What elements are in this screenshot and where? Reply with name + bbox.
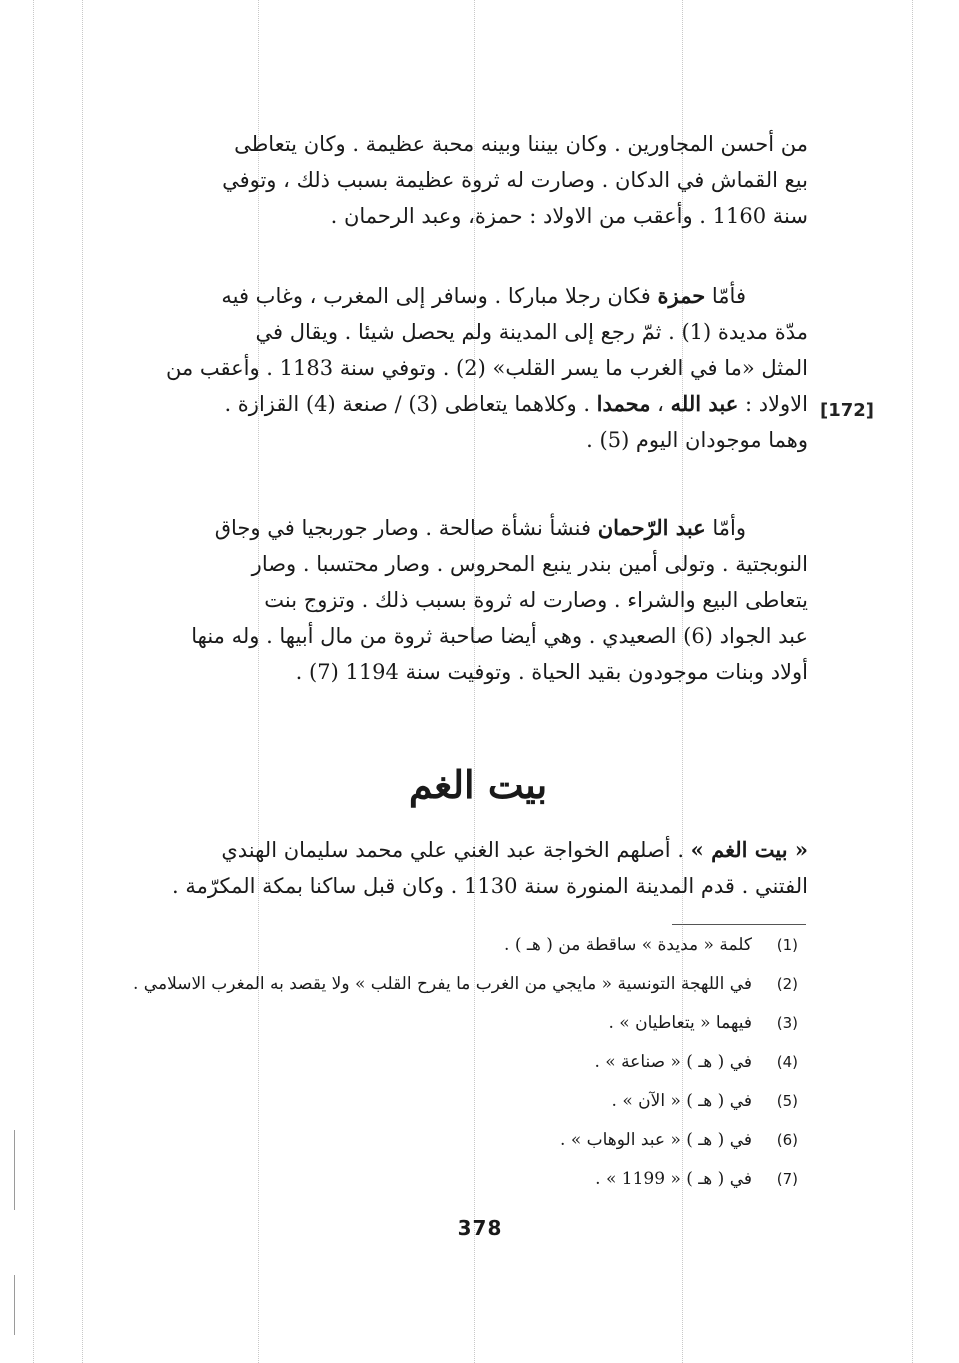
footnote-number: (2) — [776, 975, 798, 993]
paragraph-1 — [118, 126, 808, 234]
text-fragment: ، — [650, 392, 671, 416]
footnote-text: في اللهجة التونسية « مايجي من الغرب ما يفرح القلب » ولا يقصد به المغرب الاسلامي . — [132, 974, 752, 994]
text-fragment: فنشأ نشأة صالحة . وصار جوربجيا في وجاق — [214, 516, 598, 540]
footnote-number: (6) — [776, 1131, 798, 1149]
text-line: سنة 1160 . وأعقب من الاولاد : حمزة، وعبد الرحمان . — [330, 204, 808, 228]
text-line: بيع القماش في الدكان . وصارت له ثروة عظيمة بسبب ذلك ، وتوفي — [222, 168, 808, 192]
footnote-text: كلمة « مديدة » ساقطة من ( هـ ) . — [504, 935, 752, 955]
footnote-2 — [130, 969, 798, 1000]
person-name-hamza: حمزة — [657, 283, 706, 308]
lead-word: وأمّا — [712, 516, 746, 540]
text-fragment: الاولاد : — [738, 392, 808, 416]
footnote-text: في ( هـ ) « عبد الوهاب » . — [560, 1130, 752, 1150]
lead-word: فأمّا — [711, 284, 746, 308]
text-line: المثل «ما في الغرب ما يسر القلب» (2) . وتوفي سنة 1183 . وأعقب من — [165, 356, 808, 380]
text-line: وهما موجودان اليوم (5) . — [586, 428, 808, 452]
footnote-number: (1) — [776, 936, 798, 954]
paragraph-2 — [118, 278, 808, 458]
text-line: أولاد وبنات موجودون بقيد الحياة . وتوفيت سنة 1194 (7) . — [295, 660, 808, 684]
text-line: من أحسن المجاورين . وكان بيننا وبينه محبة عظيمة . وكان يتعاطى — [234, 132, 808, 156]
scan-guide-line — [82, 0, 83, 1363]
text-fragment: . وكلاهما يتعاطى (3) / صنعة (4) القزازة . — [224, 392, 597, 416]
footnote-1 — [130, 930, 798, 961]
footnote-text: في ( هـ ) « صناعة » . — [594, 1052, 752, 1072]
scan-edge-mark — [14, 1130, 15, 1210]
paragraph-3 — [118, 510, 808, 690]
scan-guide-line — [33, 0, 34, 1363]
text-line — [130, 832, 808, 868]
footnote-3 — [130, 1008, 798, 1039]
section-intro — [130, 832, 808, 904]
person-name-abdullah: عبد الله — [670, 391, 739, 416]
text-line — [118, 386, 808, 422]
person-name-abdulrahman: عبد الرّحمان — [597, 515, 706, 540]
footnote-4 — [130, 1047, 798, 1078]
footnote-number: (5) — [776, 1092, 798, 1110]
scan-edge-mark — [14, 1275, 15, 1335]
text-fragment: . أصلهم الخواجة عبد الغني علي محمد سليمان الهندي — [221, 838, 691, 862]
footnote-5 — [130, 1086, 798, 1117]
text-line: عبد الجواد (6) الصعيدي . وهي أيضا صاحبة ثروة من مال أبيها . وله منها — [191, 624, 808, 648]
text-fragment: فكان رجلا مباركا . وسافر إلى المغرب ، وغاب فيه — [221, 284, 658, 308]
footnote-number: (4) — [776, 1053, 798, 1071]
footnote-6 — [130, 1125, 798, 1156]
page-number: 378 — [457, 1216, 503, 1240]
manuscript-folio-reference: [172] — [820, 400, 875, 421]
footnote-separator — [672, 924, 806, 925]
footnotes — [130, 930, 798, 1195]
text-line: الفتني . قدم المدينة المنورة سنة 1130 . وكان قبل ساكنا بمكة المكرّمة . — [172, 874, 808, 898]
footnote-text: في ( هـ ) « الآن » . — [611, 1091, 752, 1111]
footnote-7 — [130, 1164, 798, 1195]
footnote-number: (3) — [776, 1014, 798, 1032]
text-line — [118, 278, 808, 314]
text-line: مدّة مديدة (1) . ثمّ رجع إلى المدينة ولم يحصل شيئا . ويقال في — [255, 320, 808, 344]
person-name-muhammad: محمدا — [596, 391, 651, 416]
text-line: يتعاطى البيع والشراء . وصارت له ثروة بسبب ذلك . وتزوج بنت — [264, 588, 808, 612]
text-line: النوبجتية . وتولى أمين بندر ينبع المحروس . وصار محتسبا . وصار — [251, 552, 808, 576]
family-name-lead: « بيت الغم » — [690, 837, 808, 862]
footnote-text: في ( هـ ) « 1199 » . — [595, 1169, 752, 1189]
footnote-text: فيهما « يتعاطيان » . — [608, 1013, 752, 1033]
text-line — [118, 510, 808, 546]
scan-guide-line — [912, 0, 913, 1363]
footnote-number: (7) — [776, 1170, 798, 1188]
section-heading: بيت الغم — [408, 762, 548, 807]
